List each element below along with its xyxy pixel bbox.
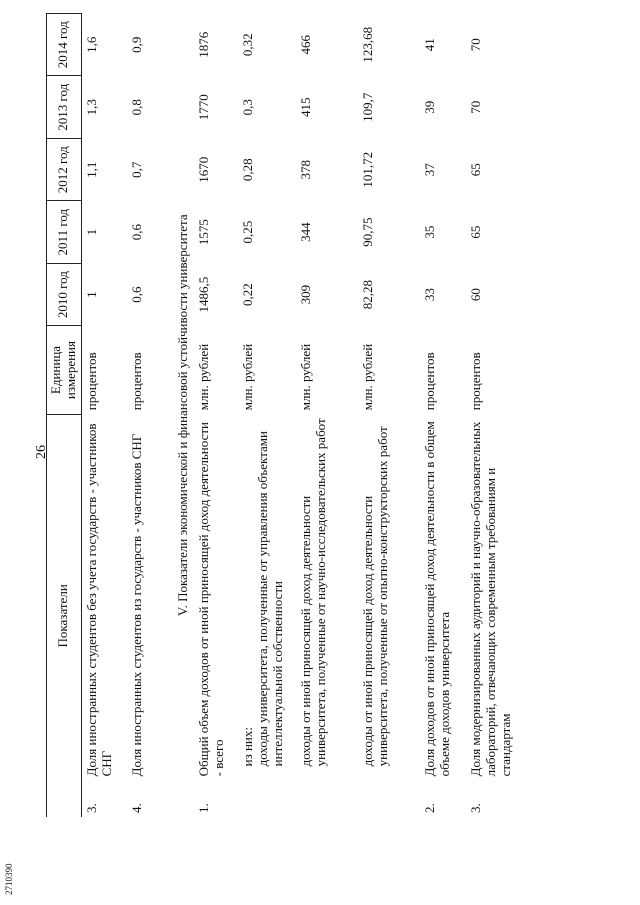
value-cell: 378 [298, 159, 314, 180]
value-cell: 90,75 [360, 217, 376, 247]
unit-cell: млн. рублей [360, 343, 376, 411]
row-number: 3. [83, 803, 99, 813]
value-cell: 65 [468, 163, 484, 177]
year-header: 2011 год [47, 201, 82, 263]
table-header-row [47, 14, 82, 818]
value-cell: 309 [298, 284, 314, 305]
value-cell: 37 [422, 163, 438, 177]
unit-cell: процентов [83, 352, 99, 411]
indicator-cell: доходы от иной приносящей доход деятельности университета, полученные от опытно-конструкторских работ [360, 426, 391, 767]
value-cell: 70 [468, 100, 484, 114]
row-number: 4. [129, 803, 145, 813]
unit-cell: процентов [422, 352, 438, 411]
year-header: 2013 год [47, 76, 82, 138]
table-row [358, 14, 420, 818]
table-row [127, 14, 173, 818]
value-cell: 41 [422, 38, 438, 52]
unit-cell: процентов [129, 352, 145, 411]
table-row [420, 14, 466, 818]
value-cell: 0,22 [240, 283, 256, 307]
subitem-prefix: из них: [240, 727, 256, 767]
unit-header: Единица измерения [47, 326, 82, 414]
year-header: 2010 год [47, 263, 82, 325]
value-cell: 82,28 [360, 280, 376, 310]
value-cell: 1,6 [83, 36, 99, 53]
value-cell: 344 [298, 222, 314, 242]
value-cell: 60 [468, 288, 484, 302]
value-cell: 0,9 [129, 36, 145, 53]
value-cell: 123,68 [360, 26, 376, 63]
indicators-table [46, 13, 526, 817]
value-cell: 101,72 [360, 151, 376, 188]
section-title: V. Показатели экономической и финансовой устойчивости университета [175, 214, 191, 617]
value-cell: 1876 [196, 31, 212, 58]
value-cell: 35 [422, 225, 438, 239]
value-cell: 0,8 [129, 99, 145, 116]
section-heading-row [173, 14, 194, 818]
row-number: 2. [422, 803, 438, 813]
unit-cell: млн. рублей [240, 343, 256, 411]
table-row [238, 14, 296, 818]
indicator-cell: Доля иностранных студентов из государств - участников СНГ [129, 433, 145, 777]
indicator-cell: доходы от иной приносящей доход деятельности университета, полученные от научно-исследовательских работ [298, 418, 329, 767]
indicator-cell: Доля доходов от иной приносящей доход деятельности в общем объеме доходов университета [422, 421, 453, 777]
value-cell: 109,7 [360, 92, 376, 122]
year-header: 2014 год [47, 14, 82, 77]
row-number [358, 780, 420, 817]
value-cell: 1575 [196, 219, 212, 246]
indicator-text: доходы университета, полученные от управления объектами интеллектуальной собственности [255, 431, 286, 767]
unit-cell: млн. рублей [298, 343, 314, 411]
row-number [296, 780, 358, 817]
row-number: 1. [196, 803, 212, 813]
value-cell: 0,25 [240, 220, 256, 244]
value-cell: 39 [422, 100, 438, 114]
value-cell: 1486,5 [196, 276, 212, 313]
value-cell: 0,6 [129, 286, 145, 303]
year-header: 2012 год [47, 138, 82, 200]
value-cell: 70 [468, 38, 484, 52]
value-cell: 1670 [196, 156, 212, 183]
unit-cell: процентов [468, 352, 484, 411]
row-number: 3. [468, 803, 484, 813]
table-row [296, 14, 358, 818]
value-cell: 1,3 [83, 99, 99, 116]
value-cell: 0,28 [240, 158, 256, 182]
value-cell: 1,1 [83, 161, 99, 178]
indicator-cell: Доля модернизированных аудиторий и научно-образовательных лабораторий, отвечающих современным требованиям и стандартам [468, 421, 514, 777]
indicator-cell: Общий объем доходов от иной приносящей доход деятельности - всего [196, 422, 227, 777]
value-cell: 0,7 [129, 161, 145, 178]
table-row [466, 14, 526, 818]
indicator-cell [238, 414, 296, 780]
value-cell: 1 [83, 291, 99, 298]
table-row [81, 14, 127, 818]
page-number: 26 [34, 445, 49, 459]
value-cell: 65 [468, 225, 484, 239]
row-number [238, 780, 296, 817]
table-row [194, 14, 238, 818]
value-cell: 0,6 [129, 224, 145, 241]
value-cell: 1770 [196, 94, 212, 121]
indicator-cell: Доля иностранных студентов без учета государств - участников СНГ [83, 423, 114, 777]
value-cell: 466 [298, 35, 314, 55]
value-cell: 33 [422, 288, 438, 302]
unit-cell: млн. рублей [196, 343, 212, 411]
value-cell: 1 [83, 228, 99, 236]
indicator-header: Показатели [47, 414, 82, 817]
document-code: 2710390 [4, 863, 14, 895]
value-cell: 0,3 [240, 99, 256, 116]
value-cell: 0,32 [240, 33, 256, 57]
value-cell: 415 [298, 97, 314, 117]
